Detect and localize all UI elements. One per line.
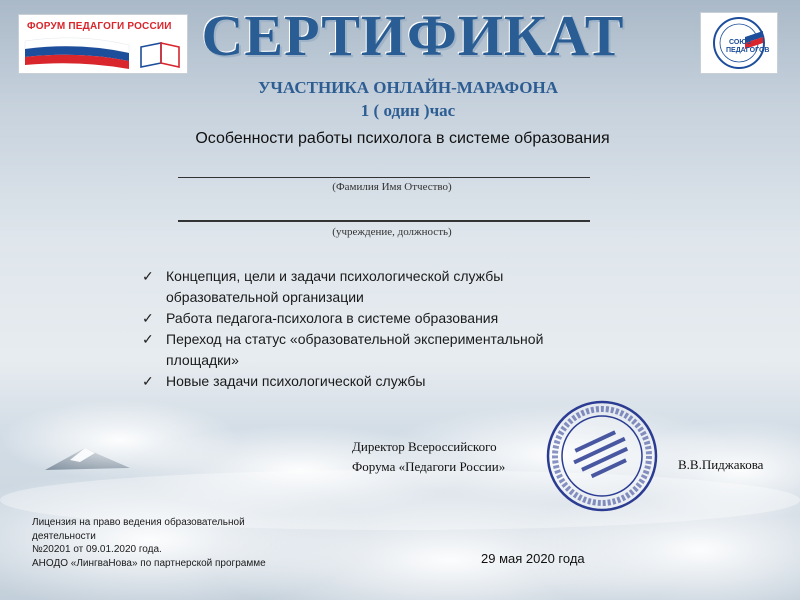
license-line: №20201 от 09.01.2020 года. [32,544,162,555]
signature-title-line: Директор Всероссийского [352,439,497,454]
union-logo [700,12,778,74]
flag-book-icon [19,15,187,73]
official-stamp [544,398,660,514]
name-field-label: (Фамилия Имя Отчество) [332,181,452,193]
checkmark-icon: ✓ [142,268,154,284]
license-info [32,516,322,570]
license-line: АНОДО «ЛингваНова» по партнерской программе [32,557,266,569]
signature-title [352,437,552,477]
certificate-title: СЕРТИФИКАТ [201,3,625,68]
position-field-label: (учреждение, должность) [332,226,452,238]
signatory-name: В.В.Пиджакова [678,457,764,472]
list-item-text: Концепция, цели и задачи психологической службы образовательной организации [166,268,504,305]
issue-date: 29 мая 2020 года [481,551,585,566]
list-item-text: Переход на статус «образовательной экспериментальной площадки» [166,331,544,368]
list-item [140,329,610,371]
list-item-text: Работа педагога-психолога в системе образования [166,310,499,326]
position-line [178,220,590,222]
certificate-hours: 1 ( один )час [360,101,456,120]
list-item-text: Новые задачи психологической службы [166,373,426,389]
union-logo-text: СОЮЗ ПЕДАГОГОВ [726,39,770,54]
list-item [140,266,610,308]
list-item [140,308,610,329]
list-item [140,371,610,392]
forum-logo [18,14,188,74]
signature-title-line: Форума «Педагоги России» [352,459,506,474]
checkmark-icon: ✓ [142,331,154,347]
license-line: Лицензия на право ведения образовательной [32,517,245,528]
license-line: деятельности [32,530,96,542]
checkmark-icon: ✓ [142,373,154,389]
checkmark-icon: ✓ [142,310,154,326]
name-line [178,177,590,178]
certificate-topic: Особенности работы психолога в системе образования [195,130,610,147]
forum-logo-text: ФОРУМ ПЕДАГОГИ РОССИИ [27,21,172,32]
topics-list [140,266,610,392]
certificate-subtitle: УЧАСТНИКА ОНЛАЙН-МАРАФОНА [257,78,559,97]
